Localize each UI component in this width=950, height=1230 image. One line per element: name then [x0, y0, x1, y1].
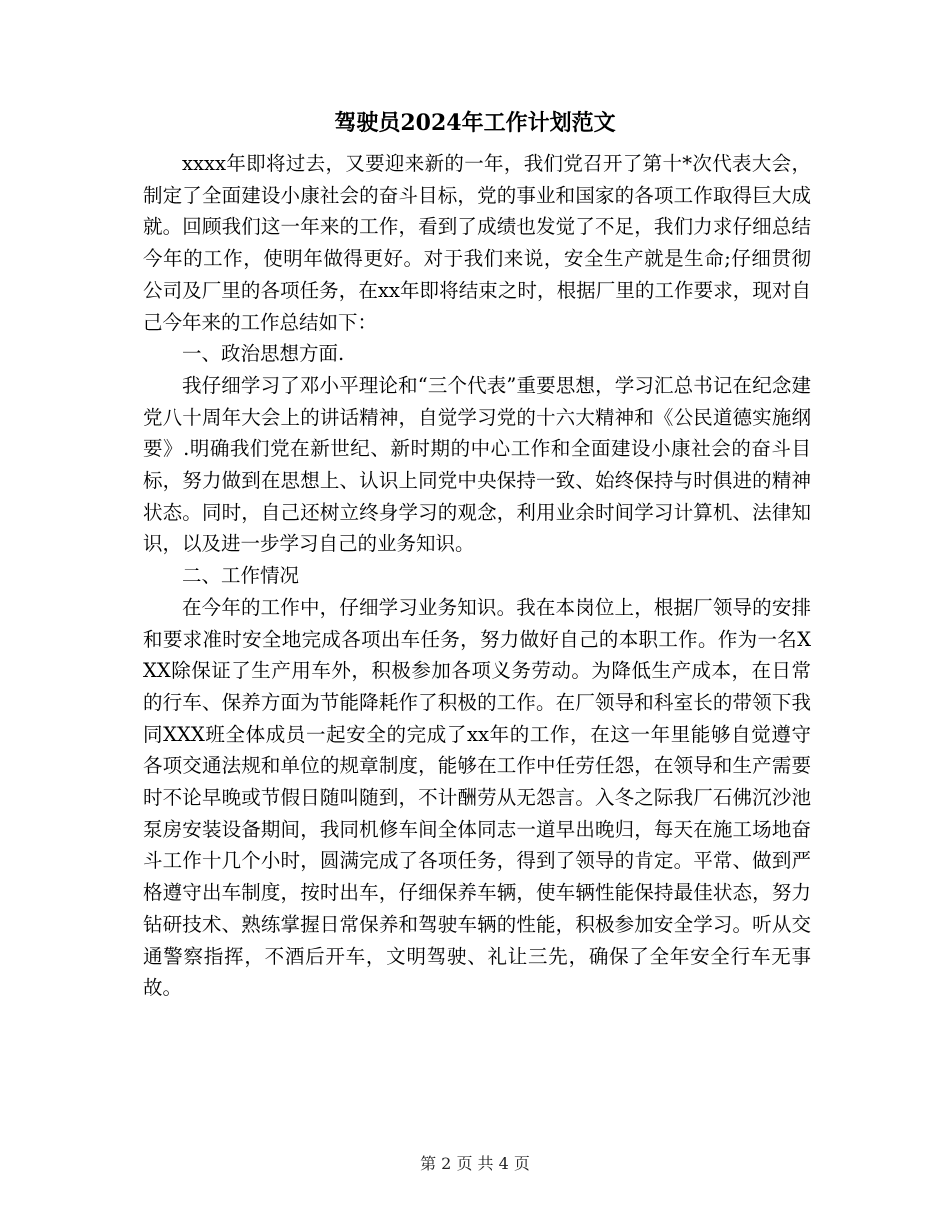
document-title: 驾驶员2024年工作计划范文 — [334, 110, 616, 136]
paragraph-work: 在今年的工作中，仔细学习业务知识。我在本岗位上，根据厂领导的安排和要求准时安全地完成各项出车任务，努力做好自己的本职工作。作为一名XXX除保证了生产用车外，积极参加各项义务劳动。为降低生产成本，在日常的行车、保养方面为节能降耗作了积极的工作。在厂领导和科室长的带领下我同XXX班全体成员一起安全的完成了xx年的工作，在这一年里能够自觉遵守各项交通法规和单位的规章制度，能够在工作中任劳任怨，在领导和生产需要时不论早晚或节假日随叫随到，不计酬劳从无怨言。入冬之际我厂石佛沉沙池泵房安装设备期间，我同机修车间全体同志一道早出晚归，每天在施工场地奋斗工作十几个小时，圆满完成了各项任务，得到了领导的肯定。平常、做到严格遵守出车制度，按时出车，仔细保养车辆，使车辆性能保持最佳状态，努力钻研技术、熟练掌握日常保养和驾驶车辆的性能，积极参加安全学习。听从交通警察指挥，不酒后开车，文明驾驶、礼让三先，确保了全年安全行车无事故。 — [143, 595, 811, 1000]
paragraph-intro: xxxx年即将过去，又要迎来新的一年，我们党召开了第十*次代表大会，制定了全面建设小康社会的奋斗目标，党的事业和国家的各项工作取得巨大成就。回顾我们这一年来的工作，看到了成绩也发觉了不足，我们力求仔细总结今年的工作，使明年做得更好。对于我们来说，安全生产就是生命;仔细贯彻公司及厂里的各项任务，在xx年即将结束之时，根据厂里的工作要求，现对自己今年来的工作总结如下： — [143, 152, 811, 334]
document-body — [143, 148, 811, 1004]
section-heading-political: 一、政治思想方面. — [182, 342, 345, 366]
section-heading-work: 二、工作情况 — [182, 564, 300, 588]
paragraph-political: 我仔细学习了邓小平理论和“三个代表”重要思想，学习汇总书记在纪念建党八十周年大会上的讲话精神，自觉学习党的十六大精神和《公民道德实施纲要》.明确我们党在新世纪、新时期的中心工作和全面建设小康社会的奋斗目标，努力做到在思想上、认识上同党中央保持一致、始终保持与时俱进的精神状态。同时，自己还树立终身学习的观念，利用业余时间学习计算机、法律知识，以及进一步学习自己的业务知识。 — [143, 373, 811, 556]
page-footer: 第 2 页 共 4 页 — [420, 1154, 530, 1173]
